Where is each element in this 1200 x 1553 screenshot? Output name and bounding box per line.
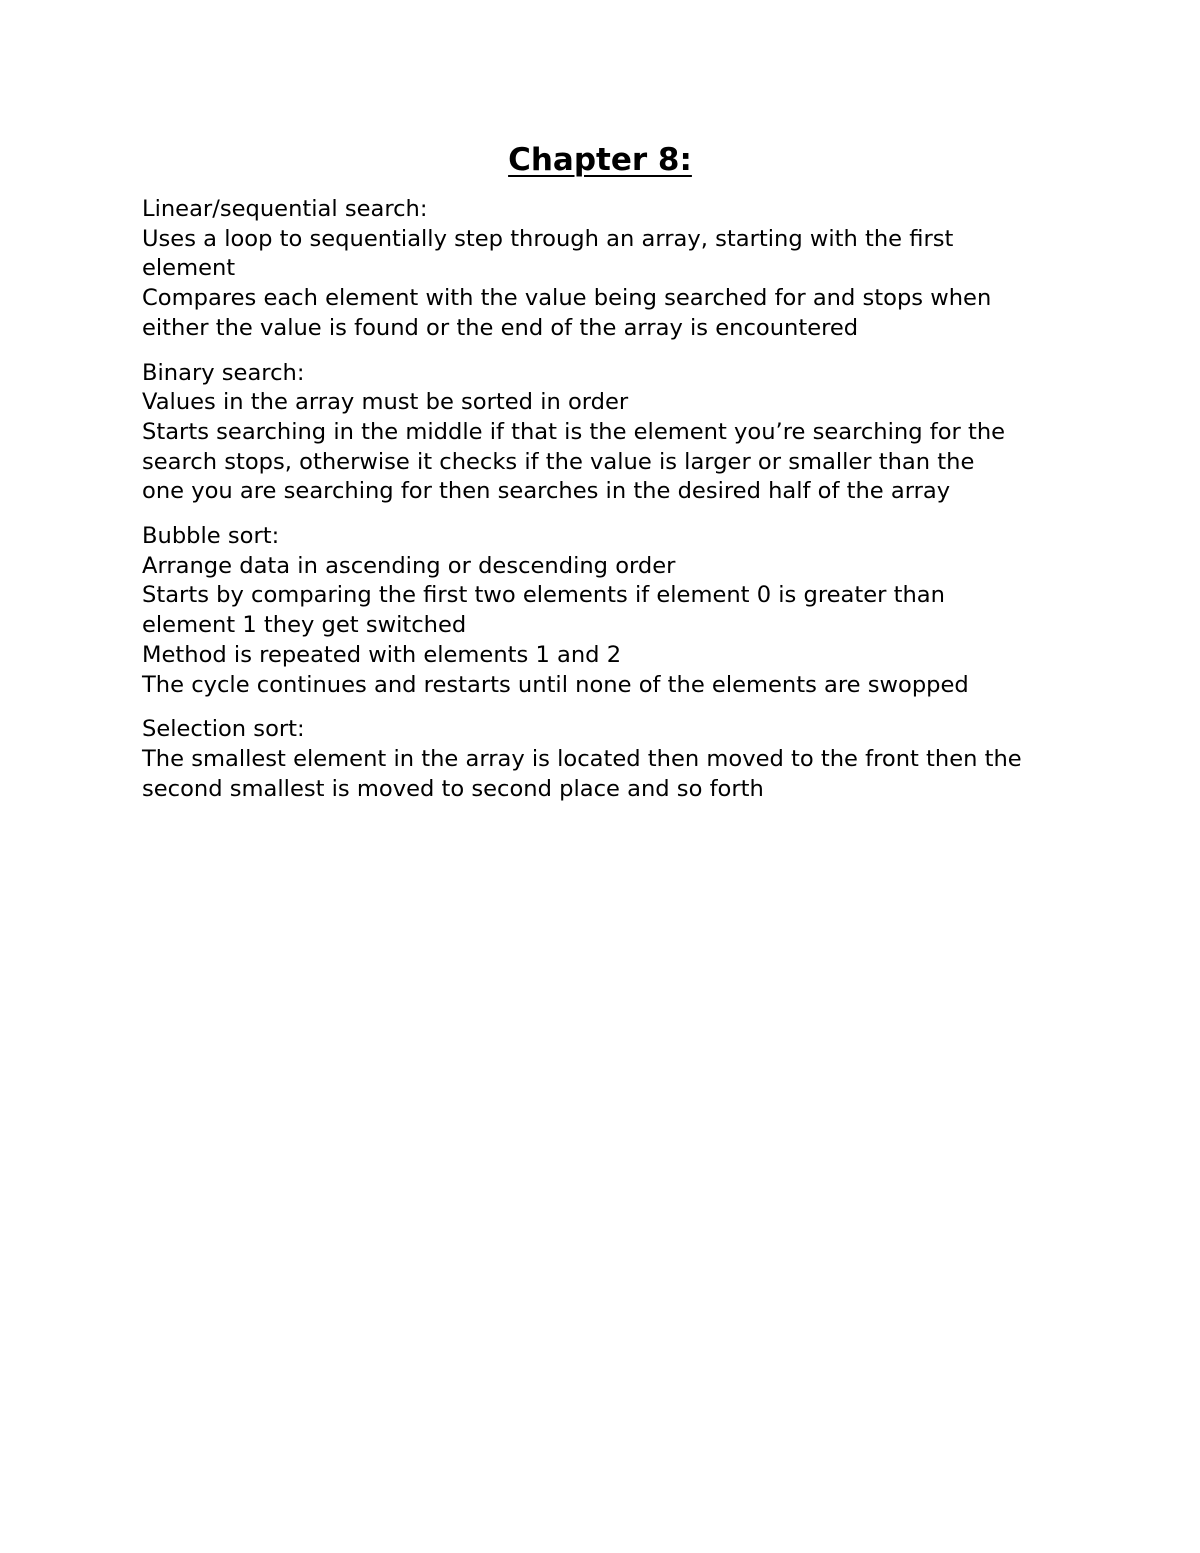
body-line: second smallest is moved to second place and so forth xyxy=(142,775,764,802)
body-line: Method is repeated with elements 1 and 2 xyxy=(142,641,622,668)
section-heading: Linear/sequential search: xyxy=(142,196,428,222)
body-line: Starts searching in the middle if that is the element you’re searching for the xyxy=(142,418,1006,445)
body-line: The smallest element in the array is located then moved to the front then the xyxy=(142,745,1022,772)
body-line: Uses a loop to sequentially step through an array, starting with the first xyxy=(142,225,954,252)
body-line: element 1 they get switched xyxy=(142,612,467,639)
section-linear-search xyxy=(142,195,1082,344)
body-line: element xyxy=(142,255,236,282)
body-line: Starts by comparing the first two elements if element 0 is greater than xyxy=(142,582,945,609)
body-line: one you are searching for then searches in the desired half of the array xyxy=(142,478,951,505)
section-heading: Selection sort: xyxy=(142,716,305,743)
body-line: The cycle continues and restarts until none of the elements are swopped xyxy=(142,671,969,698)
section-selection-sort xyxy=(142,715,1082,804)
body-line: Arrange data in ascending or descending order xyxy=(142,552,676,579)
body-line: Values in the array must be sorted in order xyxy=(142,389,629,416)
section-bubble-sort xyxy=(142,522,1082,700)
section-heading: Binary search: xyxy=(142,359,305,386)
document-body xyxy=(142,195,1082,819)
body-line: Compares each element with the value being searched for and stops when xyxy=(142,285,992,312)
page-title: Chapter 8: xyxy=(508,142,692,178)
section-heading: Bubble sort: xyxy=(142,523,280,550)
body-line: search stops, otherwise it checks if the value is larger or smaller than the xyxy=(142,448,975,475)
body-line: either the value is found or the end of the array is encountered xyxy=(142,314,859,341)
section-binary-search xyxy=(142,359,1082,508)
